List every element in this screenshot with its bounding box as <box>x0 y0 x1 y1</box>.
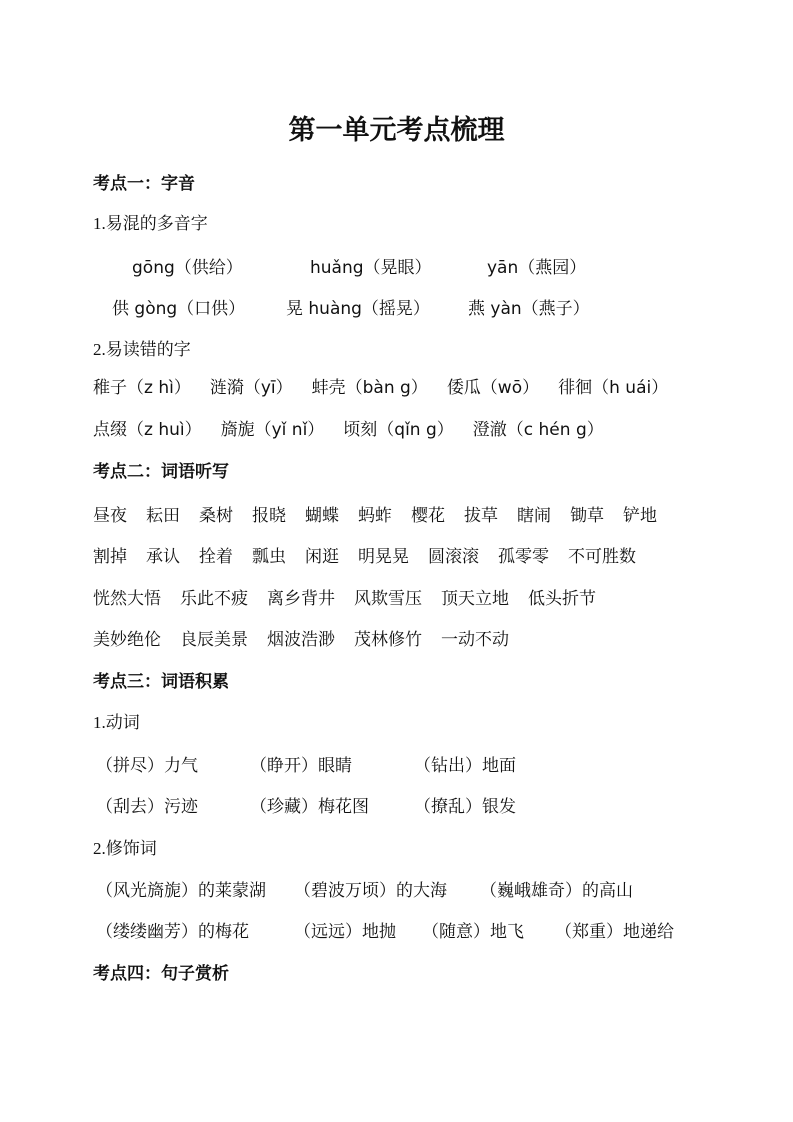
word: 顶天立地 <box>441 589 509 609</box>
misread-row-2 <box>93 415 623 440</box>
item: （风光旖旎）的莱蒙湖 <box>96 881 266 901</box>
word: 良辰美景 <box>180 630 248 650</box>
item: 点缀（z huì） <box>93 420 202 440</box>
word: 拴着 <box>199 547 233 567</box>
word: 恍然大悟 <box>93 589 161 609</box>
item: gōng（供给） <box>132 258 243 278</box>
item: 旖旎（yǐ nǐ） <box>220 420 325 440</box>
word: 烟波浩渺 <box>267 630 335 650</box>
item: 供 gòng（口供） <box>112 299 246 319</box>
word: 圆滚滚 <box>428 547 479 567</box>
word: 离乡背井 <box>267 589 335 609</box>
page-title: 第一单元考点梳理 <box>288 115 505 146</box>
item: yān（燕园） <box>487 258 587 278</box>
word: 孤零零 <box>498 547 549 567</box>
section-heading-3: 考点三：词语积累 <box>93 672 229 692</box>
item: （碧波万顷）的大海 <box>294 881 447 901</box>
section-heading-2: 考点二：词语听写 <box>93 462 229 482</box>
subheading: 1.易混的多音字 <box>93 214 208 233</box>
word: 樱花 <box>411 506 445 526</box>
subheading: 1.动词 <box>93 713 140 732</box>
word: 割掉 <box>93 547 127 567</box>
word: 昼夜 <box>93 506 127 526</box>
item: 徘徊（h uái） <box>558 378 669 398</box>
item: （远远）地抛 <box>294 922 396 942</box>
word: 不可胜数 <box>568 547 636 567</box>
item: 晃 huàng（摇晃） <box>286 299 430 319</box>
section-heading-4: 考点四：句子赏析 <box>93 964 229 984</box>
vocab-row-2 <box>93 542 655 567</box>
word: 闲逛 <box>305 547 339 567</box>
word: 美妙绝伦 <box>93 630 161 650</box>
item: （郑重）地递给 <box>555 922 674 942</box>
vocab-row-1 <box>93 501 676 526</box>
word: 拔草 <box>464 506 498 526</box>
item: 澄澈（c hén g） <box>472 420 604 440</box>
item: （拼尽）力气 <box>96 756 198 776</box>
word: 锄草 <box>570 506 604 526</box>
item: （钻出）地面 <box>414 756 516 776</box>
word: 瞎闹 <box>517 506 551 526</box>
word: 蚂蚱 <box>358 506 392 526</box>
item: huǎng（晃眼） <box>310 258 432 278</box>
misread-row-1 <box>93 373 687 398</box>
subheading: 2.修饰词 <box>93 839 157 858</box>
item: （巍峨雄奇）的高山 <box>480 881 633 901</box>
vocab-row-4 <box>93 625 528 650</box>
word: 低头折节 <box>528 589 596 609</box>
section-heading-1: 考点一：字音 <box>93 174 195 194</box>
word: 桑树 <box>199 506 233 526</box>
item: （撩乱）银发 <box>414 797 516 817</box>
word: 一动不动 <box>441 630 509 650</box>
word: 明晃晃 <box>358 547 409 567</box>
item: （珍藏）梅花图 <box>250 797 369 817</box>
word: 蝴蝶 <box>305 506 339 526</box>
word: 瓢虫 <box>252 547 286 567</box>
word: 乐此不疲 <box>180 589 248 609</box>
word: 承认 <box>146 547 180 567</box>
word: 茂林修竹 <box>354 630 422 650</box>
word: 风欺雪压 <box>354 589 422 609</box>
item: 涟漪（yī） <box>209 378 293 398</box>
item: （缕缕幽芳）的梅花 <box>96 922 249 942</box>
word: 铲地 <box>623 506 657 526</box>
item: （睁开）眼睛 <box>250 756 352 776</box>
item: 燕 yàn（燕子） <box>468 299 590 319</box>
word: 报晓 <box>252 506 286 526</box>
word: 耘田 <box>146 506 180 526</box>
item: （刮去）污迹 <box>96 797 198 817</box>
item: 顷刻（qǐn g） <box>343 420 454 440</box>
item: 倭瓜（wō） <box>446 378 540 398</box>
subheading: 2.易读错的字 <box>93 340 191 359</box>
item: （随意）地飞 <box>422 922 524 942</box>
item: 稚子（z hì） <box>93 378 191 398</box>
item: 蚌壳（bàn g） <box>311 378 428 398</box>
vocab-row-3 <box>93 584 615 609</box>
